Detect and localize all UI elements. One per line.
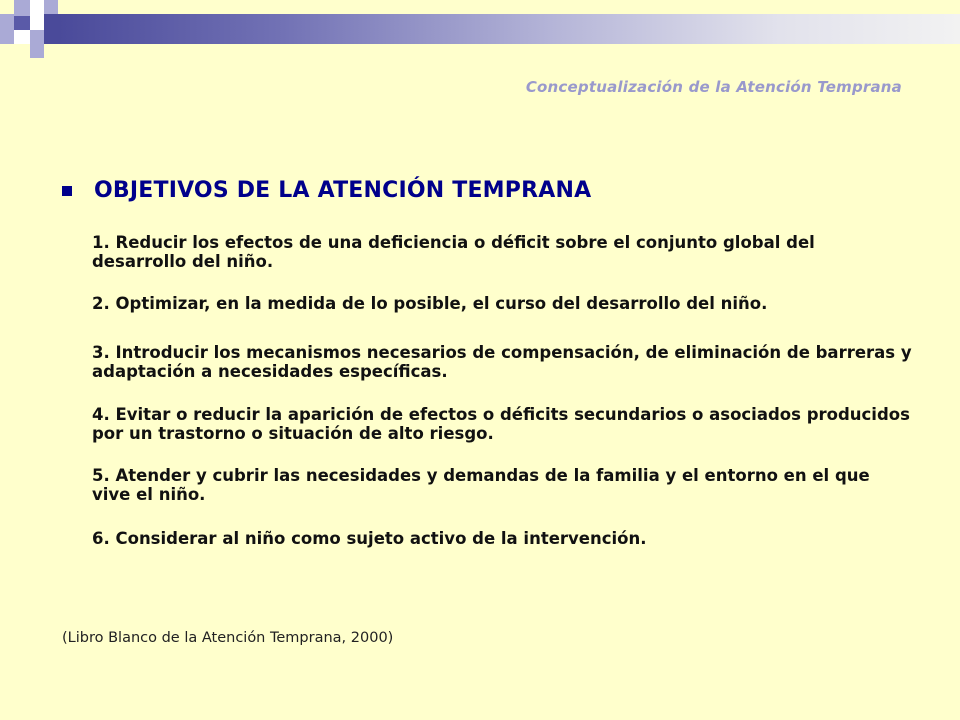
objective-item: 6. Considerar al niño como sujeto activo de la intervención.	[92, 529, 647, 548]
objective-item: 3. Introducir los mecanismos necesarios de compensación, de eliminación de barreras y adaptación a necesidades específicas.	[92, 343, 912, 381]
header-gradient-band	[58, 14, 960, 44]
citation: (Libro Blanco de la Atención Temprana, 2000)	[62, 630, 394, 646]
objective-item: 4. Evitar o reducir la aparición de efectos o déficits secundarios o asociados producidos por un trastorno o situación de alto riesgo.	[92, 405, 910, 443]
decor-square	[44, 14, 58, 44]
decor-square	[30, 0, 44, 14]
decor-square	[30, 44, 44, 58]
decor-square	[44, 0, 58, 14]
heading-row	[62, 178, 591, 203]
decor-square	[30, 14, 44, 30]
slide-subtitle: Conceptualización de la Atención Temprana	[525, 78, 902, 96]
decor-square	[30, 30, 44, 44]
objective-item: 5. Atender y cubrir las necesidades y demandas de la familia y el entorno en el que vive el niño.	[92, 466, 870, 504]
objective-item: 1. Reducir los efectos de una deficiencia o déficit sobre el conjunto global del desarrollo del niño.	[92, 233, 815, 271]
square-bullet-icon	[62, 186, 72, 196]
decor-square	[14, 30, 30, 44]
decor-square	[14, 16, 30, 30]
section-heading: OBJETIVOS DE LA ATENCIÓN TEMPRANA	[94, 178, 592, 203]
objective-item: 2. Optimizar, en la medida de lo posible, el curso del desarrollo del niño.	[92, 294, 768, 313]
